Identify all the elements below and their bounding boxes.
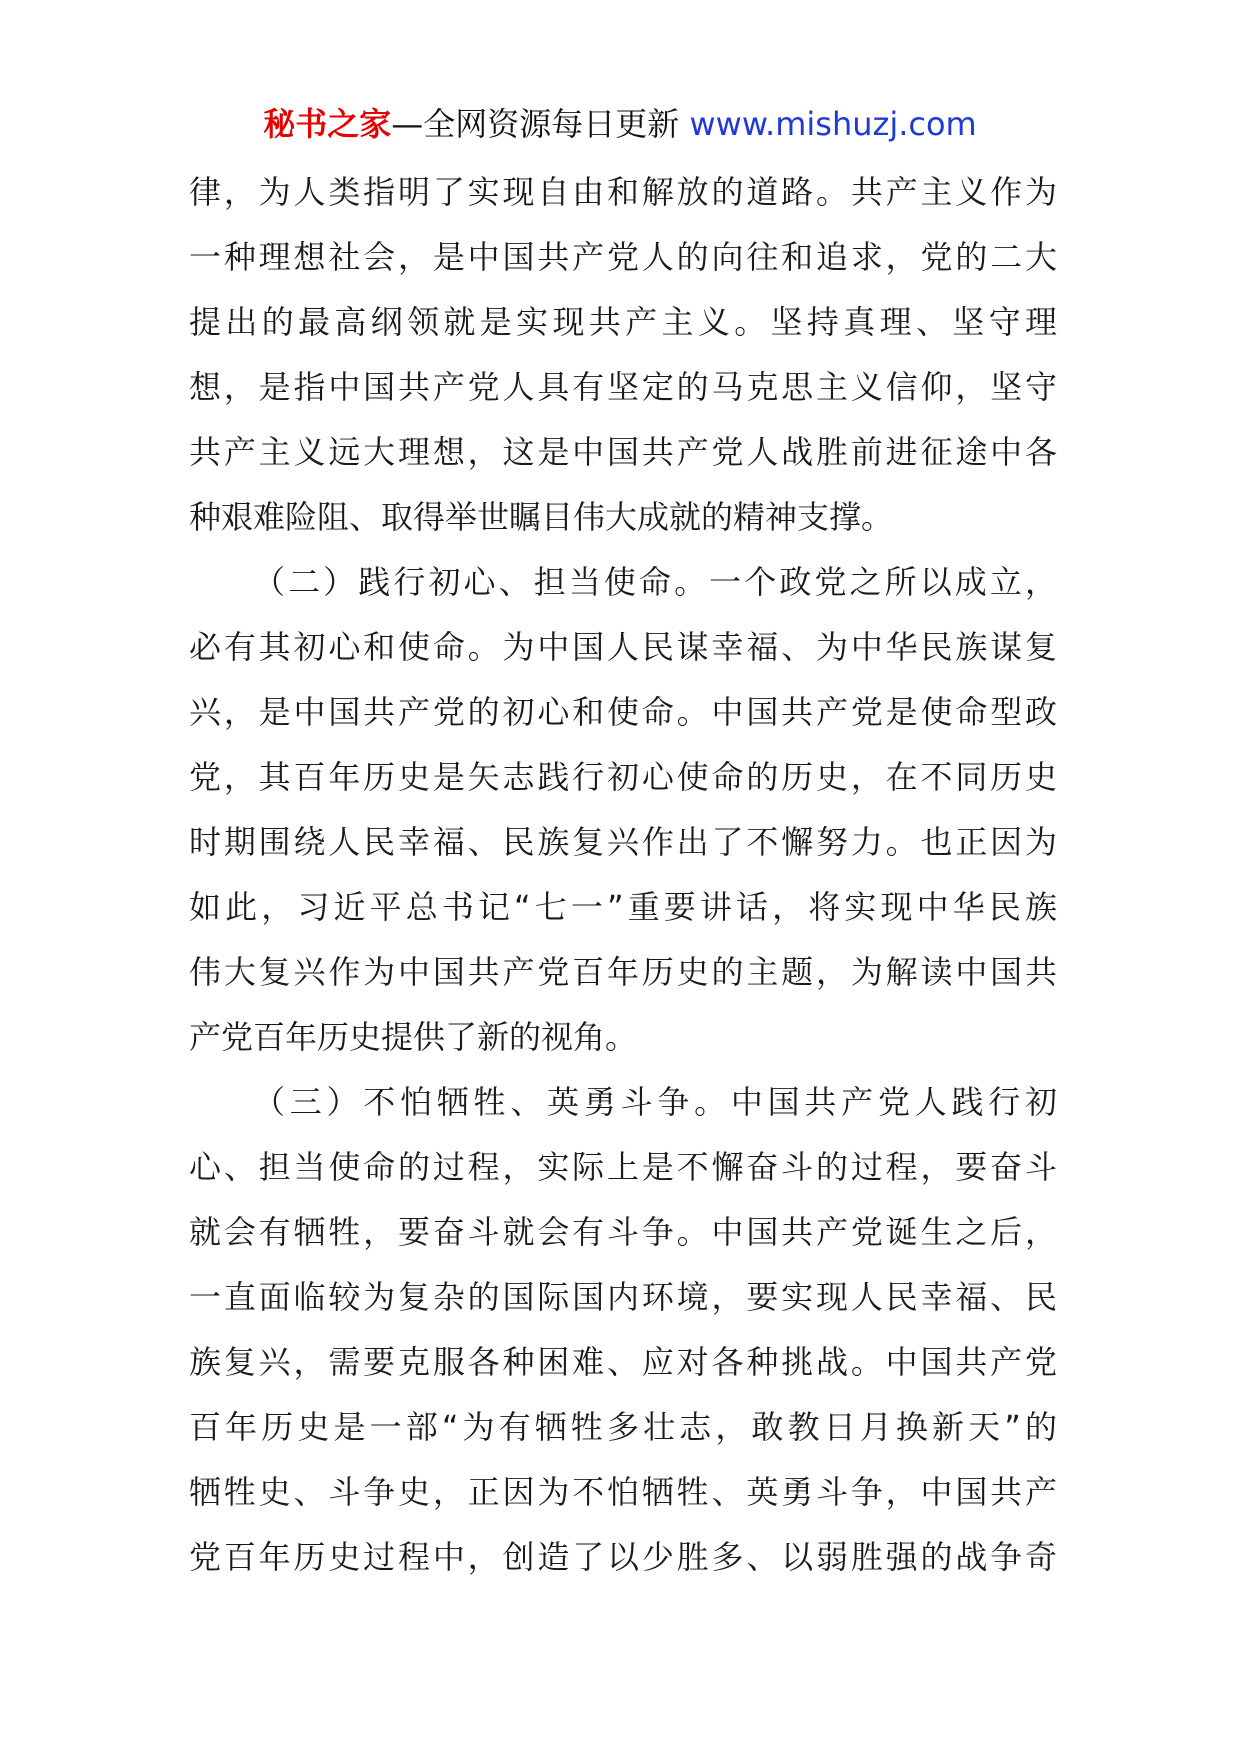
document-body [189,160,1057,1590]
text-line: 牺牲史、斗争史，正因为不怕牺牲、英勇斗争，中国共产 [189,1473,1057,1511]
text-line: 必有其初心和使命。为中国人民谋幸福、为中华民族谋复 [189,628,1057,666]
text-line: 就会有牺牲，要奋斗就会有斗争。中国共产党诞生之后， [189,1213,1057,1251]
text-line: 族复兴，需要克服各种困难、应对各种挑战。中国共产党 [189,1343,1057,1381]
text-line: 党百年历史过程中，创造了以少胜多、以弱胜强的战争奇 [189,1538,1057,1576]
text-line: 兴，是中国共产党的初心和使命。中国共产党是使命型政 [189,693,1057,731]
text-line: 伟大复兴作为中国共产党百年历史的主题，为解读中国共 [189,953,1057,991]
text-line: 一种理想社会，是中国共产党人的向往和追求，党的二大 [189,238,1057,276]
header-url-link[interactable]: www.mishuzj.com [689,105,977,143]
text-line: 产党百年历史提供了新的视角。 [189,1018,638,1056]
text-line: 百年历史是一部“为有牺牲多壮志，敢教日月换新天”的 [189,1408,1057,1446]
header-brand: 秘书之家 [263,105,392,143]
page-header [0,100,1240,148]
section-heading-line: （二）践行初心、担当使命。一个政党之所以成立， [253,563,1057,601]
text-line: 律，为人类指明了实现自由和解放的道路。共产主义作为 [189,173,1057,211]
text-line: 共产主义远大理想，这是中国共产党人战胜前进征途中各 [189,433,1057,471]
text-line: 心、担当使命的过程，实际上是不懈奋斗的过程，要奋斗 [189,1148,1057,1186]
text-line: 党，其百年历史是矢志践行初心使命的历史，在不同历史 [189,758,1057,796]
text-line: 想，是指中国共产党人具有坚定的马克思主义信仰，坚守 [189,368,1057,406]
text-line: 种艰难险阻、取得举世瞩目伟大成就的精神支撑。 [189,498,894,536]
text-line: 如此，习近平总书记“七一”重要讲话，将实现中华民族 [189,888,1057,926]
text-line: 一直面临较为复杂的国际国内环境，要实现人民幸福、民 [189,1278,1057,1316]
header-tagline: —全网资源每日更新 [391,105,680,143]
section-heading-line: （三）不怕牺牲、英勇斗争。中国共产党人践行初 [253,1083,1057,1121]
text-line: 时期围绕人民幸福、民族复兴作出了不懈努力。也正因为 [189,823,1057,861]
text-line: 提出的最高纲领就是实现共产主义。坚持真理、坚守理 [189,303,1057,341]
